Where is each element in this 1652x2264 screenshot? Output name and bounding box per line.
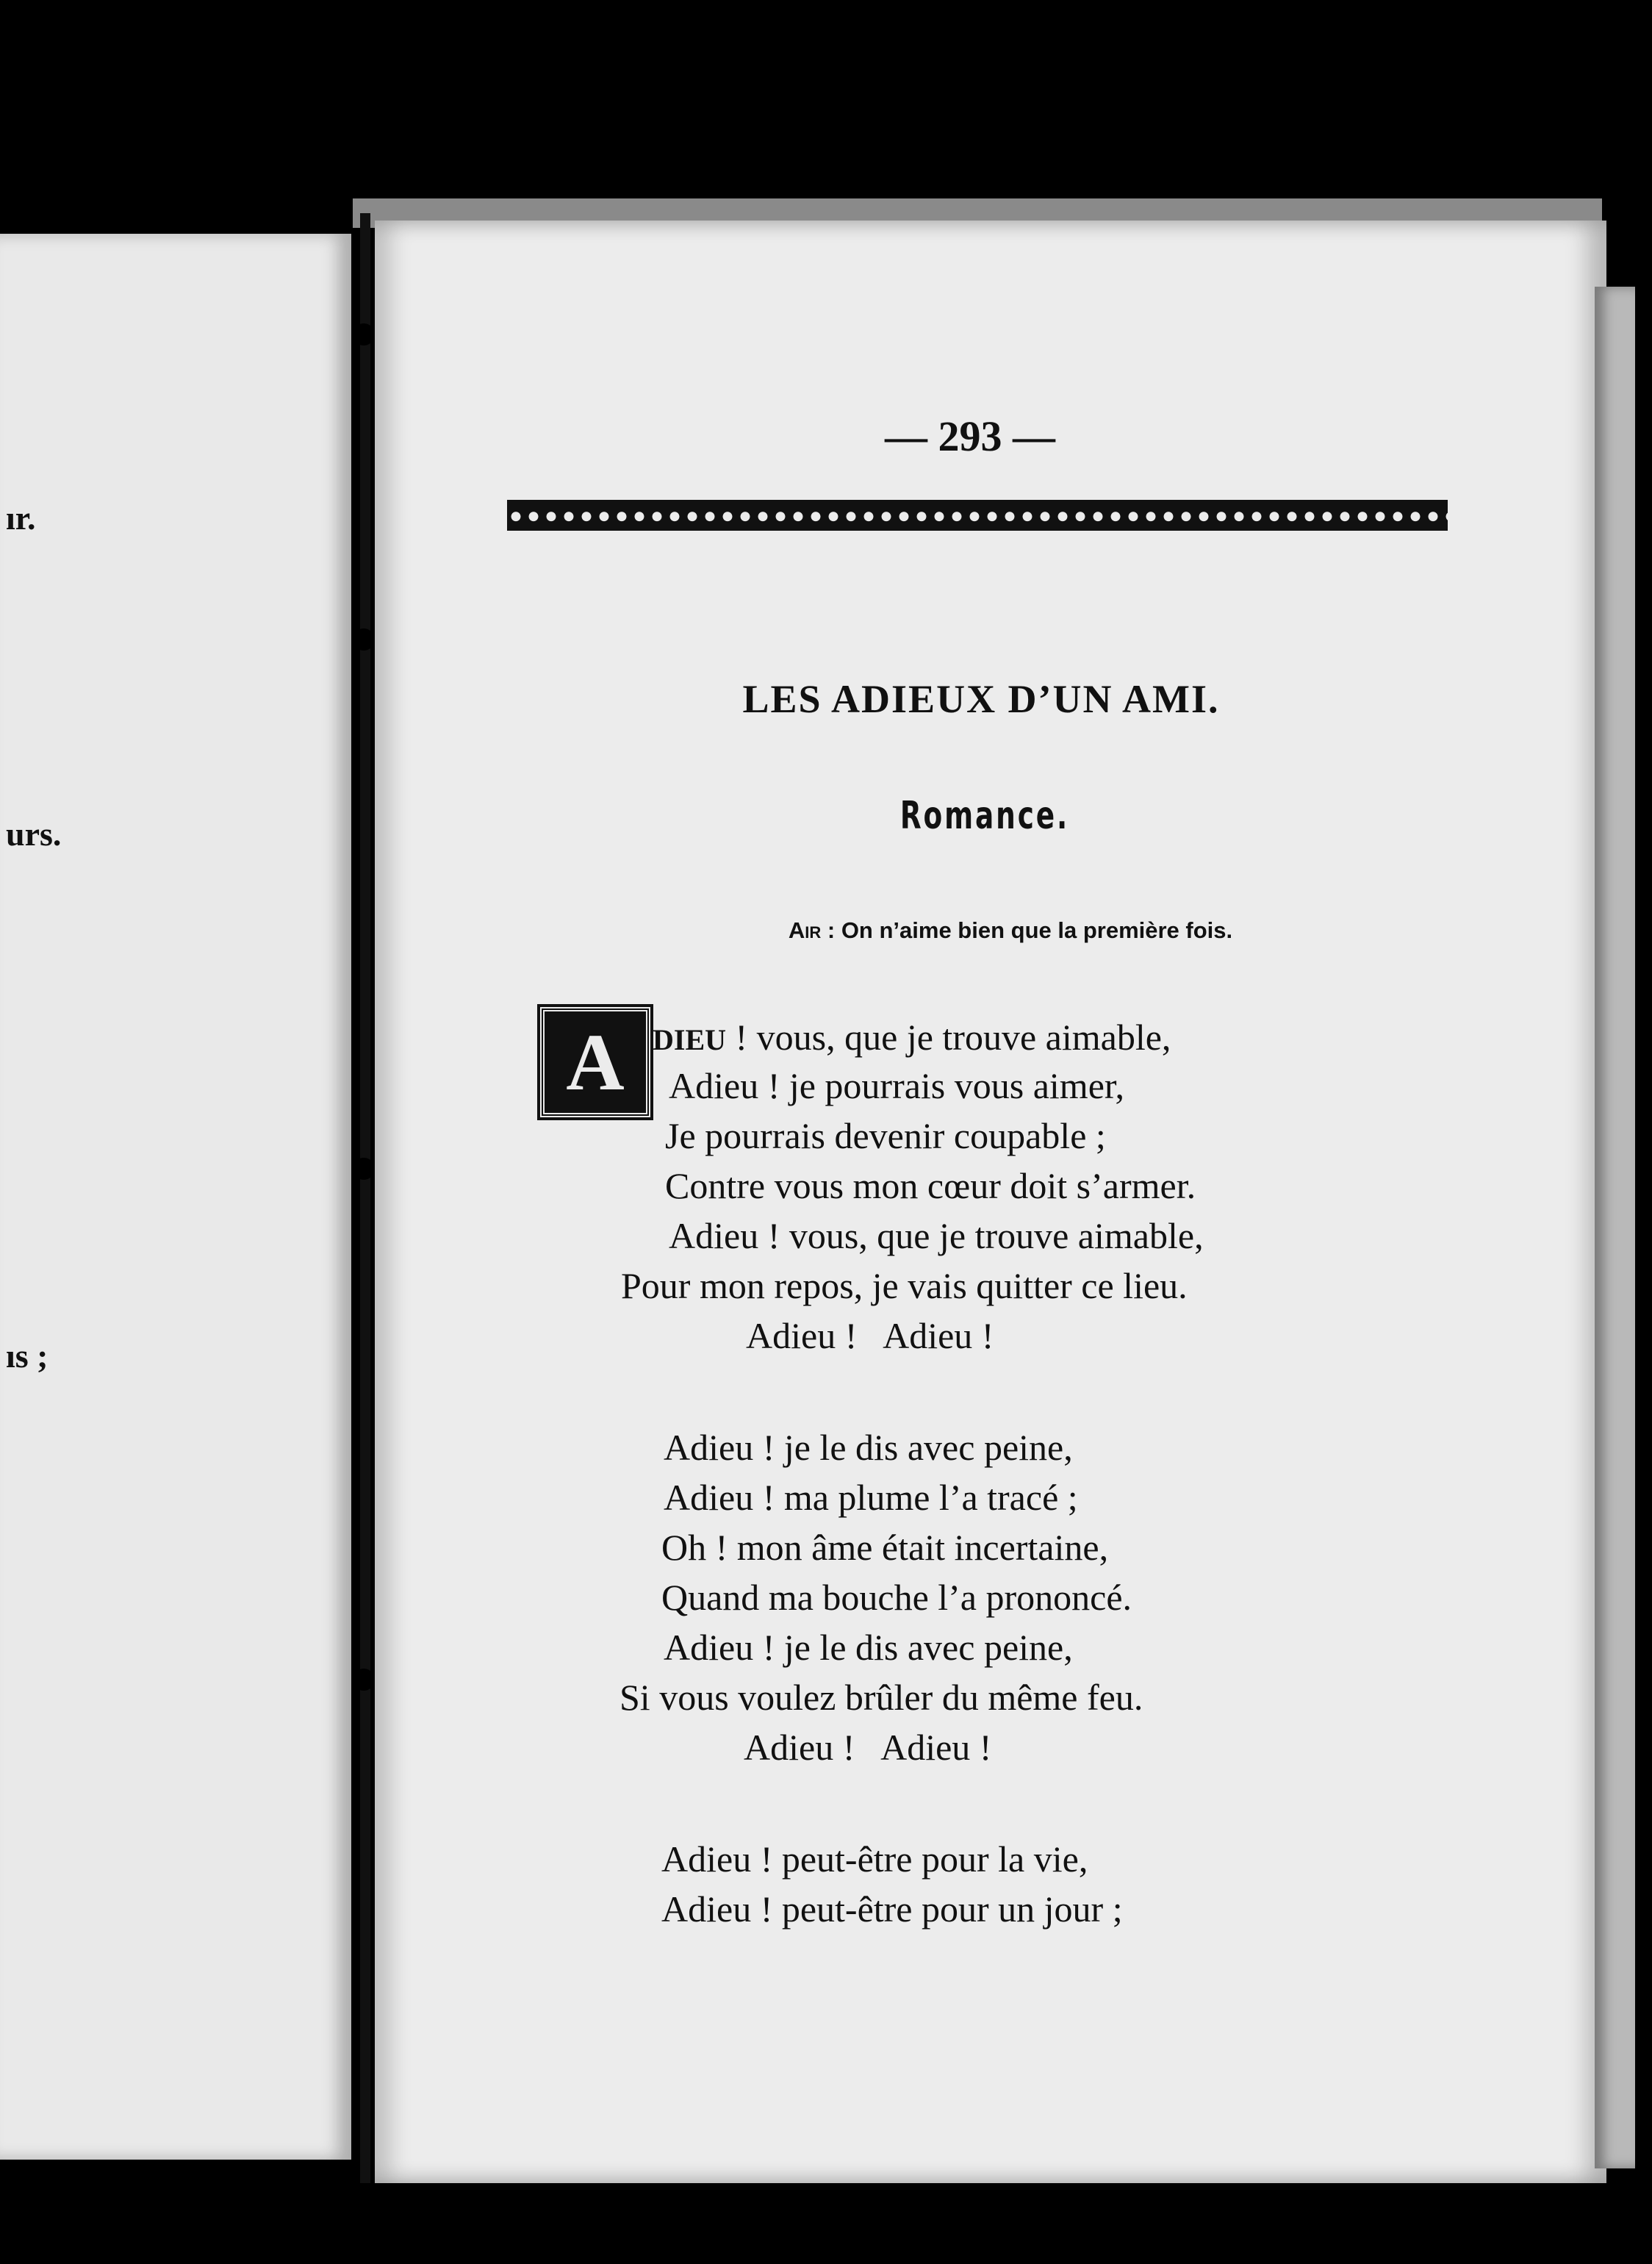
ornamental-rule bbox=[507, 500, 1448, 531]
left-page-fragment: ıs ; bbox=[6, 1337, 49, 1375]
air-text: On n’aime bien que la première fois. bbox=[841, 917, 1233, 943]
binding-stitch bbox=[353, 628, 375, 651]
book-gutter bbox=[360, 213, 370, 2183]
air-line bbox=[705, 917, 1315, 944]
left-page-fragment: urs. bbox=[6, 815, 62, 853]
verse-line: Contre vous mon cœur doit s’armer. bbox=[665, 1165, 1196, 1206]
verse-line: Oh ! mon âme était incertaine, bbox=[661, 1527, 1109, 1568]
verse-line: Quand ma bouche l’a prononcé. bbox=[661, 1577, 1132, 1618]
verse-line: Adieu ! je le dis avec peine, bbox=[664, 1427, 1073, 1468]
verse-line: Si vous voulez brûler du même feu. bbox=[620, 1677, 1143, 1718]
verse-line bbox=[653, 1016, 1171, 1058]
verse-line: Adieu ! vous, que je trouve aimable, bbox=[669, 1215, 1204, 1256]
verse-line: Je pourrais devenir coupable ; bbox=[665, 1115, 1106, 1156]
air-label: Air bbox=[788, 917, 822, 943]
page-number: — 293 — bbox=[885, 412, 1055, 460]
verse-line: Adieu ! je le dis avec peine, bbox=[664, 1627, 1073, 1668]
verse-line-rest: ! vous, que je trouve aimable, bbox=[726, 1017, 1171, 1058]
verse-line: Adieu ! ma plume l’a tracé ; bbox=[664, 1477, 1078, 1518]
decorative-initial: A bbox=[540, 1007, 650, 1117]
air-separator: : bbox=[821, 917, 841, 943]
binding-stitch bbox=[353, 1158, 375, 1180]
poem-title: LES ADIEUX D’UN AMI. bbox=[742, 677, 1220, 721]
verse-refrain: Adieu ! Adieu ! bbox=[744, 1727, 992, 1768]
binding-stitch bbox=[353, 1669, 375, 1691]
verse-first-word: DIEU bbox=[653, 1023, 727, 1056]
verse-line: Adieu ! peut-être pour un jour ; bbox=[661, 1888, 1123, 1930]
verse-line: Adieu ! peut-être pour la vie, bbox=[661, 1838, 1088, 1880]
poem-subtitle: Romance. bbox=[899, 794, 1070, 838]
verse-refrain: Adieu ! Adieu ! bbox=[746, 1315, 994, 1356]
left-page-fragment: ır. bbox=[6, 499, 36, 537]
left-page bbox=[0, 234, 351, 2160]
verse-line: Adieu ! je pourrais vous aimer, bbox=[669, 1065, 1125, 1106]
page-stack-edge bbox=[1595, 287, 1635, 2168]
verse-line: Pour mon repos, je vais quitter ce lieu. bbox=[621, 1265, 1188, 1306]
binding-stitch bbox=[353, 323, 375, 345]
